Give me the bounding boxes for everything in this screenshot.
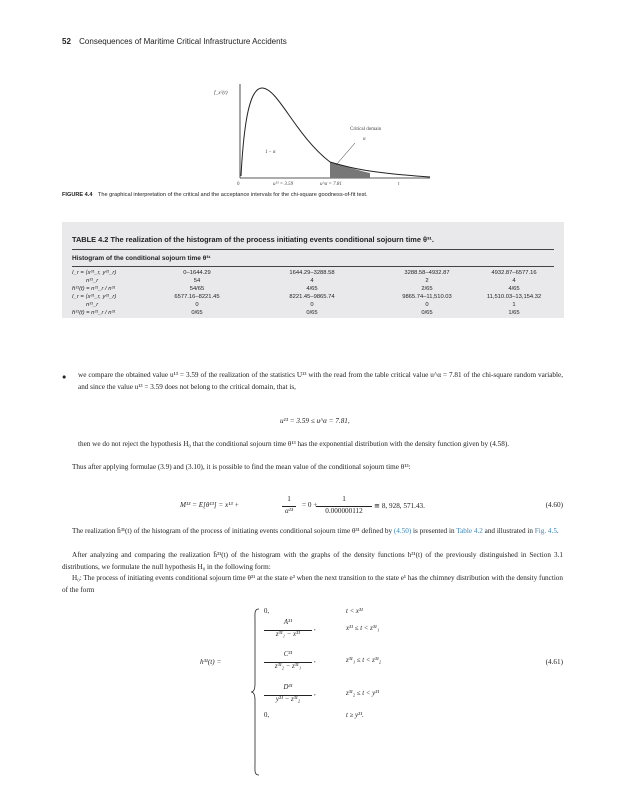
table-cell: 4 bbox=[512, 278, 516, 284]
critical-pointer-line bbox=[336, 143, 355, 165]
x-u13-label: u¹³ = 3.59 bbox=[273, 182, 294, 187]
running-header bbox=[62, 37, 287, 46]
book-title: Consequences of Maritime Critical Infrastructure Accidents bbox=[79, 37, 287, 46]
table-cell: 8221.45–9865.74 bbox=[289, 294, 335, 300]
table-cell: 0 bbox=[310, 302, 314, 308]
case-3-numerator: C³¹ bbox=[283, 651, 293, 658]
eq460-rhs: ≅ 8, 928, 571.43. bbox=[374, 502, 425, 510]
paragraph-realization-b: is presented in bbox=[411, 527, 457, 535]
table-cell: 0/65 bbox=[191, 310, 203, 316]
chi-square-density-figure bbox=[200, 80, 440, 190]
link-table-4-2[interactable]: Table 4.2 bbox=[456, 527, 483, 535]
eq460-mid: = 0 + bbox=[302, 501, 318, 509]
link-eq-4-50[interactable]: (4.50) bbox=[393, 527, 412, 535]
page-number: 52 bbox=[62, 37, 71, 46]
density-curve bbox=[241, 88, 430, 177]
paragraph-hypothesis-result: then we do not reject the hypothesis H₀ that the conditional sojourn time θ¹³ has the exponential distribution with the density function given by (4.58). bbox=[78, 440, 510, 448]
case-1-condition: t < x³¹ bbox=[346, 608, 363, 615]
x-axis-label: t bbox=[398, 182, 400, 187]
case-5-condition: t ≥ y³¹. bbox=[346, 712, 364, 719]
table-cell: 54 bbox=[193, 278, 201, 284]
case-4-numerator: D³¹ bbox=[283, 684, 293, 691]
table-cell: 9865.74–11,510.03 bbox=[402, 294, 452, 300]
case-2-numerator: A³¹ bbox=[283, 619, 293, 626]
table-cell: 0 bbox=[195, 302, 199, 308]
case-4-condition: z³¹₂ ≤ t < y³¹ bbox=[346, 690, 380, 697]
table-cell: 4 bbox=[310, 278, 314, 284]
table-subtitle: Histogram of the conditional sojourn time θ³¹ bbox=[72, 255, 211, 262]
paragraph-realization-a: The realization h̄³¹(t) of the histogram of the process of initiating events conditional sojourn time θ³¹ defined by bbox=[72, 527, 393, 535]
table-cell: 54/65 bbox=[189, 286, 205, 292]
paragraph-realization-d: . bbox=[556, 527, 559, 535]
table-cell: 4/65 bbox=[508, 286, 520, 292]
table-rule-mid bbox=[72, 266, 554, 267]
table-rule-top bbox=[72, 249, 554, 250]
paragraph-realization bbox=[62, 526, 563, 538]
table-4-2 bbox=[62, 222, 564, 318]
equation-4-60 bbox=[0, 492, 625, 522]
table-cell: 2 bbox=[425, 278, 429, 284]
alpha-label: α bbox=[363, 137, 366, 142]
row-label-hist-2: h̄³¹(t) = n³¹_r / n³¹ bbox=[72, 310, 116, 316]
eq460-lhs: M¹³ = E[θ¹³] = x¹³ + bbox=[180, 501, 240, 509]
left-brace bbox=[250, 608, 260, 776]
row-label-hist-1: h̄³¹(t) = n³¹_r / n³¹ bbox=[72, 286, 116, 292]
table-cell: 2/65 bbox=[421, 286, 433, 292]
row-label-interval-1: I_r = ⟨x³¹_r, y³¹_r) bbox=[72, 270, 117, 276]
inequality-equation: u¹³ = 3.59 ≤ u^α = 7.81, bbox=[280, 417, 350, 425]
table-cell: 6577.16–8221.45 bbox=[174, 294, 220, 300]
figure-caption bbox=[62, 192, 368, 198]
case-5-value: 0, bbox=[264, 712, 270, 719]
table-cell: 3288.58–4932.87 bbox=[404, 270, 450, 276]
critical-domain-label: Critical domain bbox=[350, 127, 382, 132]
equation-4-61: h³¹(t) = 0, t < x³¹ A³¹ z³¹₁ − x³¹ , x³¹ ≤ t < z³¹₁ C³¹ z³¹₂ − z³¹₁ , z³¹₁ ≤ t < z³¹₂ D³¹ y³¹ − z³¹₂ , z³¹₂ ≤ t < y³¹ 0, t ≥ y³¹. (4.61) bbox=[0, 604, 625, 784]
case-4-denominator: y³¹ − z³¹₂ bbox=[275, 696, 301, 703]
x-origin-label: 0 bbox=[237, 182, 240, 187]
link-fig-4-5[interactable]: Fig. 4.5 bbox=[534, 527, 557, 535]
row-label-count-1: n³¹_r bbox=[86, 278, 99, 284]
acceptance-region-label: 1 − α bbox=[265, 150, 276, 155]
eq460-frac1-num: 1 bbox=[287, 495, 291, 503]
bullet-paragraph: we compare the obtained value u¹³ = 3.59 of the realization of the statistics U¹³ with the read from the table critical value u^α = 7.81 of the chi-square random variable, and since the value u¹³ = 3.59 does not belong to the critical domain, that is, bbox=[78, 371, 563, 391]
paragraph-null-hypothesis: H₀: The process of initiating events conditional sojourn time θ³¹ at the state e³ when the next transition to the state e¹ has the chimney distribution with the density function of the form bbox=[62, 574, 563, 594]
paragraph-mean-value: Thus after applying formulae (3.9) and (3.10), it is possible to find the mean value of the conditional sojourn time θ¹³: bbox=[72, 463, 411, 471]
table-cell: 0/65 bbox=[306, 310, 318, 316]
table-title bbox=[72, 235, 434, 244]
table-label: TABLE 4.2 bbox=[72, 235, 109, 244]
figure-caption-text: The graphical interpretation of the critical and the acceptance intervals for the chi-square goodness-of-fit test. bbox=[97, 192, 368, 198]
eq461-number: (4.61) bbox=[545, 658, 563, 666]
eq460-frac1-den: α¹³ bbox=[284, 507, 294, 515]
table-cell: 4932.87–6577.16 bbox=[491, 270, 537, 276]
table-cell: 0–1644.29 bbox=[183, 270, 211, 276]
bullet-dot: ● bbox=[62, 373, 67, 381]
figure-caption-label: FIGURE 4.4 bbox=[62, 192, 93, 198]
table-cell: 1 bbox=[512, 302, 516, 308]
table-cell: 0/65 bbox=[421, 310, 433, 316]
eq460-frac2-den: 0.000000112 bbox=[325, 507, 363, 515]
table-cell: 4/65 bbox=[306, 286, 318, 292]
table-cell: 11,510.03–13,154.32 bbox=[486, 294, 542, 300]
paragraph-analysis: After analyzing and comparing the realization h̄³¹(t) of the histogram with the graphs of the density functions h³¹(t) of the previously distinguished in Section 3.1 distributions, we formulate the null hypothesis H₀ in the following form: bbox=[62, 551, 563, 571]
table-cell: 0 bbox=[425, 302, 429, 308]
case-1-value: 0, bbox=[264, 608, 270, 615]
table-cell: 1/65 bbox=[508, 310, 520, 316]
eq460-frac2-num: 1 bbox=[342, 495, 346, 503]
table-cell: 1644.29–3288.58 bbox=[289, 270, 335, 276]
row-label-interval-2: I_r = ⟨x³¹_r, y³¹_r) bbox=[72, 294, 117, 300]
eq460-number: (4.60) bbox=[545, 501, 563, 509]
table-title-text: The realization of the histogram of the process initiating events conditional sojourn time θ³¹. bbox=[110, 235, 434, 244]
paragraph-realization-c: and illustrated in bbox=[482, 527, 535, 535]
case-2-condition: x³¹ ≤ t < z³¹₁ bbox=[346, 625, 380, 632]
case-3-denominator: z³¹₂ − z³¹₁ bbox=[274, 663, 302, 670]
case-3-condition: z³¹₁ ≤ t < z³¹₂ bbox=[346, 657, 382, 664]
y-axis-label: f_x²(t) bbox=[214, 90, 228, 96]
case-2-denominator: z³¹₁ − x³¹ bbox=[275, 631, 301, 638]
row-label-count-2: n³¹_r bbox=[86, 302, 99, 308]
x-ualpha-label: u^α = 7.81 bbox=[320, 182, 342, 187]
eq461-lhs: h³¹(t) = bbox=[200, 658, 222, 666]
